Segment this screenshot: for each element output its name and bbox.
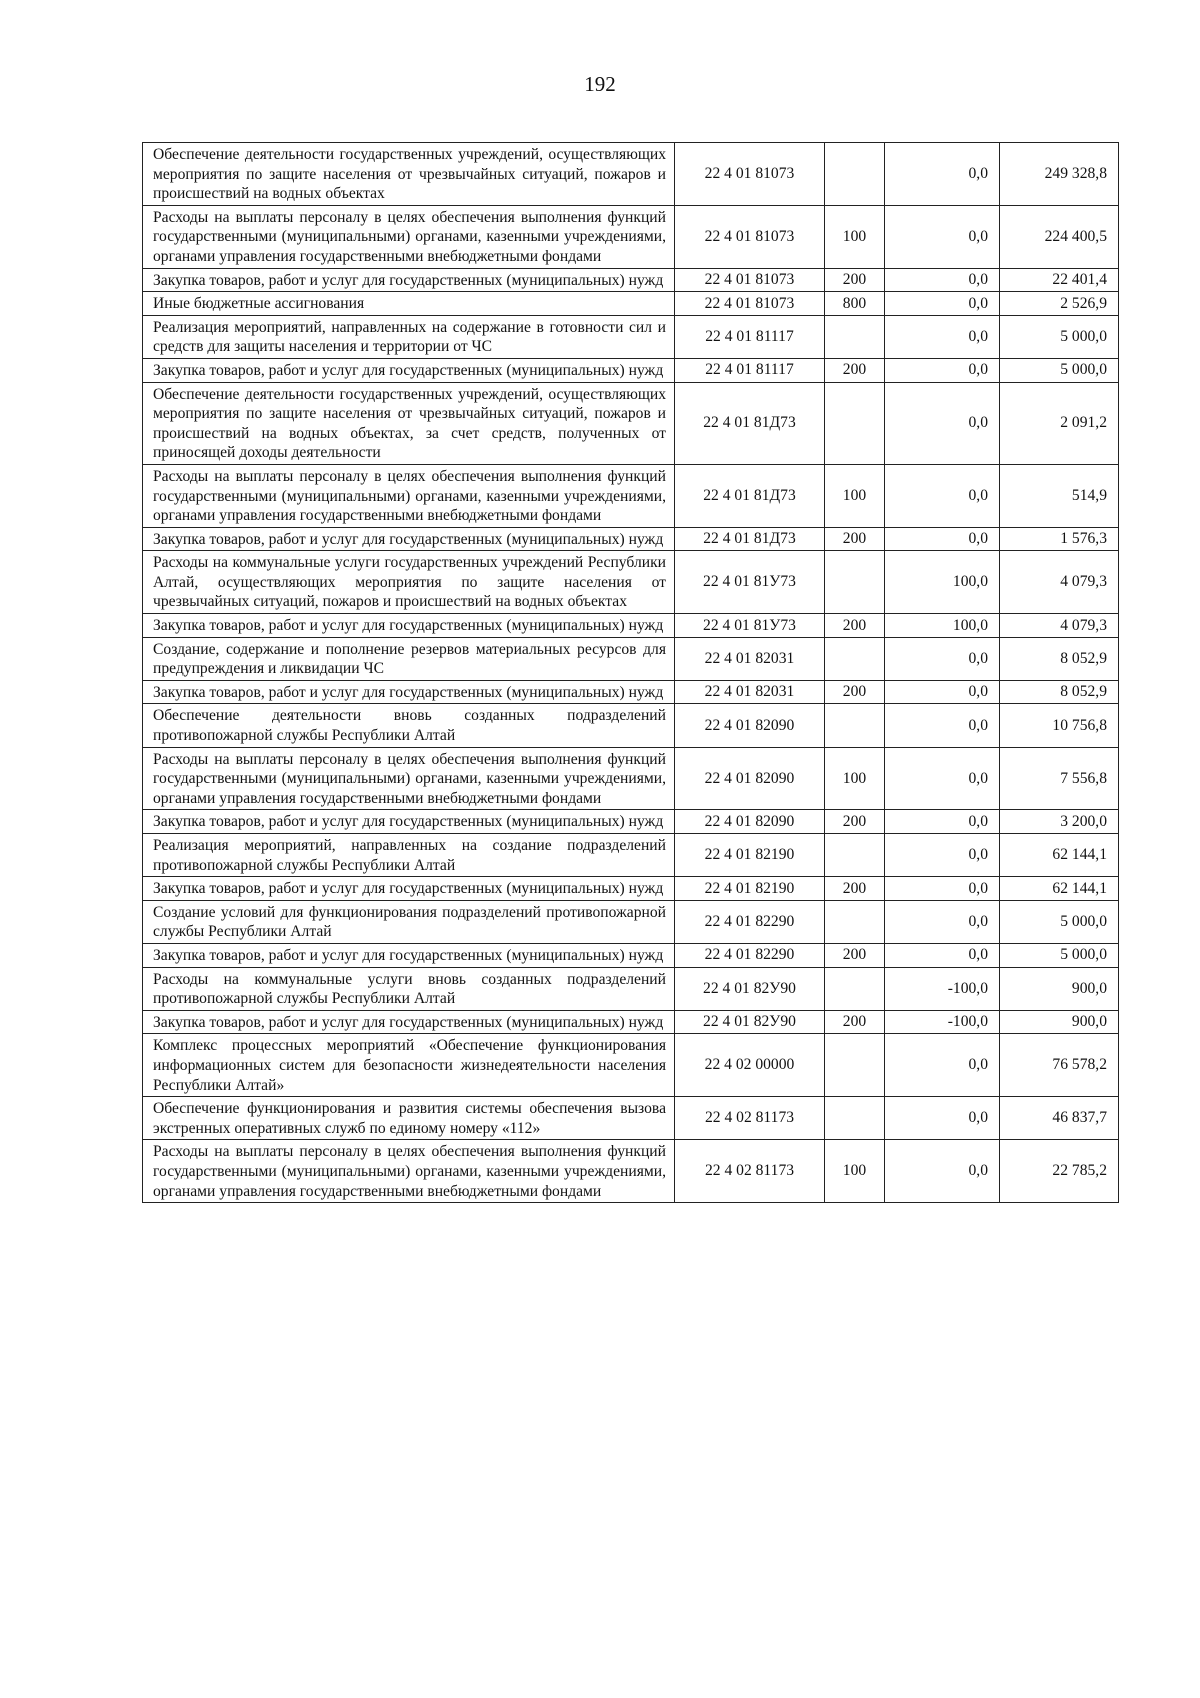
- row-code-cell: 22 4 01 81117: [675, 358, 825, 382]
- row-name-cell: Обеспечение деятельности вновь созданных подразделений противопожарной службы Республики Алтай: [143, 704, 675, 747]
- row-name-cell: Расходы на выплаты персоналу в целях обеспечения выполнения функций государственными (муниципальными) органами, казенными учреждениями, органами управления государственными внебюджетными фондами: [143, 747, 675, 810]
- row-total-cell: 4 079,3: [1000, 614, 1119, 638]
- table-row: [143, 315, 1119, 358]
- row-change-cell: 0,0: [885, 810, 1000, 834]
- row-code-cell: 22 4 01 82290: [675, 943, 825, 967]
- table-row: [143, 1097, 1119, 1140]
- row-expense-type-cell: 100: [825, 1140, 885, 1203]
- table-row: [143, 680, 1119, 704]
- row-total-cell: 5 000,0: [1000, 943, 1119, 967]
- row-code-cell: 22 4 01 81073: [675, 143, 825, 206]
- table-row: [143, 464, 1119, 527]
- row-expense-type-cell: 200: [825, 1010, 885, 1034]
- table-row: [143, 551, 1119, 614]
- row-expense-type-cell: 200: [825, 268, 885, 292]
- row-total-cell: 900,0: [1000, 967, 1119, 1010]
- row-change-cell: 0,0: [885, 205, 1000, 268]
- row-code-cell: 22 4 01 81073: [675, 205, 825, 268]
- row-change-cell: 0,0: [885, 900, 1000, 943]
- row-change-cell: 0,0: [885, 637, 1000, 680]
- table-row: [143, 834, 1119, 877]
- row-name-cell: Закупка товаров, работ и услуг для государственных (муниципальных) нужд: [143, 877, 675, 901]
- row-total-cell: 2 091,2: [1000, 382, 1119, 464]
- row-name-cell: Закупка товаров, работ и услуг для государственных (муниципальных) нужд: [143, 943, 675, 967]
- row-total-cell: 1 576,3: [1000, 527, 1119, 551]
- row-name-cell: Закупка товаров, работ и услуг для государственных (муниципальных) нужд: [143, 614, 675, 638]
- row-change-cell: 0,0: [885, 704, 1000, 747]
- row-expense-type-cell: [825, 900, 885, 943]
- row-expense-type-cell: [825, 382, 885, 464]
- row-total-cell: 22 785,2: [1000, 1140, 1119, 1203]
- row-expense-type-cell: 200: [825, 527, 885, 551]
- table-row: [143, 810, 1119, 834]
- row-expense-type-cell: [825, 834, 885, 877]
- table-row: [143, 292, 1119, 316]
- row-expense-type-cell: 100: [825, 464, 885, 527]
- row-change-cell: 0,0: [885, 358, 1000, 382]
- row-code-cell: 22 4 01 81073: [675, 292, 825, 316]
- row-expense-type-cell: 200: [825, 877, 885, 901]
- table-row: [143, 527, 1119, 551]
- row-code-cell: 22 4 02 81173: [675, 1097, 825, 1140]
- row-expense-type-cell: 200: [825, 614, 885, 638]
- row-change-cell: 0,0: [885, 527, 1000, 551]
- table-row: [143, 1140, 1119, 1203]
- row-change-cell: 0,0: [885, 834, 1000, 877]
- row-change-cell: 0,0: [885, 1034, 1000, 1097]
- row-name-cell: Обеспечение функционирования и развития системы обеспечения вызова экстренных оперативных служб по единому номеру «112»: [143, 1097, 675, 1140]
- row-total-cell: 7 556,8: [1000, 747, 1119, 810]
- row-code-cell: 22 4 01 82190: [675, 877, 825, 901]
- row-name-cell: Обеспечение деятельности государственных учреждений, осуществляющих мероприятия по защите населения от чрезвычайных ситуаций, пожаров и происшествий на водных объектах: [143, 143, 675, 206]
- row-name-cell: Создание, содержание и пополнение резервов материальных ресурсов для предупреждения и ликвидации ЧС: [143, 637, 675, 680]
- row-total-cell: 8 052,9: [1000, 637, 1119, 680]
- row-total-cell: 2 526,9: [1000, 292, 1119, 316]
- row-name-cell: Комплекс процессных мероприятий «Обеспечение функционирования информационных систем для безопасности жизнедеятельности населения Республики Алтай»: [143, 1034, 675, 1097]
- table-row: [143, 268, 1119, 292]
- row-name-cell: Обеспечение деятельности государственных учреждений, осуществляющих мероприятия по защите населения от чрезвычайных ситуаций, пожаров и происшествий на водных объектах, за счет средств, полученных от приносящей доходы деятельности: [143, 382, 675, 464]
- row-expense-type-cell: [825, 967, 885, 1010]
- table-row: [143, 205, 1119, 268]
- row-name-cell: Закупка товаров, работ и услуг для государственных (муниципальных) нужд: [143, 527, 675, 551]
- row-change-cell: 0,0: [885, 1140, 1000, 1203]
- row-total-cell: 514,9: [1000, 464, 1119, 527]
- table-row: [143, 614, 1119, 638]
- row-expense-type-cell: 200: [825, 358, 885, 382]
- row-total-cell: 8 052,9: [1000, 680, 1119, 704]
- page-number: 192: [584, 72, 616, 96]
- row-expense-type-cell: [825, 143, 885, 206]
- row-name-cell: Расходы на коммунальные услуги вновь созданных подразделений противопожарной службы Республики Алтай: [143, 967, 675, 1010]
- row-total-cell: 76 578,2: [1000, 1034, 1119, 1097]
- row-name-cell: Иные бюджетные ассигнования: [143, 292, 675, 316]
- row-total-cell: 5 000,0: [1000, 900, 1119, 943]
- row-code-cell: 22 4 01 82031: [675, 680, 825, 704]
- row-total-cell: 5 000,0: [1000, 315, 1119, 358]
- row-name-cell: Создание условий для функционирования подразделений противопожарной службы Республики Алтай: [143, 900, 675, 943]
- table-row: [143, 900, 1119, 943]
- row-name-cell: Закупка товаров, работ и услуг для государственных (муниципальных) нужд: [143, 358, 675, 382]
- row-change-cell: 0,0: [885, 747, 1000, 810]
- table-row: [143, 943, 1119, 967]
- table-row: [143, 747, 1119, 810]
- row-change-cell: 0,0: [885, 680, 1000, 704]
- budget-table-body: [143, 143, 1119, 1203]
- row-expense-type-cell: [825, 704, 885, 747]
- row-expense-type-cell: [825, 315, 885, 358]
- row-change-cell: -100,0: [885, 1010, 1000, 1034]
- row-expense-type-cell: [825, 1034, 885, 1097]
- row-total-cell: 224 400,5: [1000, 205, 1119, 268]
- row-name-cell: Расходы на выплаты персоналу в целях обеспечения выполнения функций государственными (муниципальными) органами, казенными учреждениями, органами управления государственными внебюджетными фондами: [143, 1140, 675, 1203]
- row-total-cell: 4 079,3: [1000, 551, 1119, 614]
- table-row: [143, 877, 1119, 901]
- row-change-cell: 0,0: [885, 1097, 1000, 1140]
- row-change-cell: 0,0: [885, 382, 1000, 464]
- table-row: [143, 704, 1119, 747]
- row-code-cell: 22 4 01 81073: [675, 268, 825, 292]
- row-code-cell: 22 4 01 82090: [675, 704, 825, 747]
- row-expense-type-cell: 800: [825, 292, 885, 316]
- row-expense-type-cell: 100: [825, 205, 885, 268]
- row-name-cell: Реализация мероприятий, направленных на содержание в готовности сил и средств для защиты населения и территории от ЧС: [143, 315, 675, 358]
- table-row: [143, 967, 1119, 1010]
- row-name-cell: Закупка товаров, работ и услуг для государственных (муниципальных) нужд: [143, 810, 675, 834]
- row-code-cell: 22 4 01 82090: [675, 810, 825, 834]
- row-total-cell: 5 000,0: [1000, 358, 1119, 382]
- row-total-cell: 10 756,8: [1000, 704, 1119, 747]
- row-total-cell: 900,0: [1000, 1010, 1119, 1034]
- table-row: [143, 382, 1119, 464]
- row-change-cell: 0,0: [885, 292, 1000, 316]
- row-code-cell: 22 4 01 82290: [675, 900, 825, 943]
- row-total-cell: 22 401,4: [1000, 268, 1119, 292]
- row-name-cell: Закупка товаров, работ и услуг для государственных (муниципальных) нужд: [143, 268, 675, 292]
- row-code-cell: 22 4 01 82031: [675, 637, 825, 680]
- row-change-cell: 0,0: [885, 315, 1000, 358]
- row-code-cell: 22 4 01 82190: [675, 834, 825, 877]
- row-code-cell: 22 4 01 81Д73: [675, 382, 825, 464]
- row-change-cell: 0,0: [885, 143, 1000, 206]
- table-row: [143, 143, 1119, 206]
- row-total-cell: 3 200,0: [1000, 810, 1119, 834]
- row-change-cell: 0,0: [885, 268, 1000, 292]
- row-name-cell: Реализация мероприятий, направленных на создание подразделений противопожарной службы Республики Алтай: [143, 834, 675, 877]
- row-expense-type-cell: 200: [825, 943, 885, 967]
- row-expense-type-cell: [825, 1097, 885, 1140]
- row-code-cell: 22 4 02 81173: [675, 1140, 825, 1203]
- row-change-cell: 100,0: [885, 614, 1000, 638]
- row-code-cell: 22 4 01 82У90: [675, 967, 825, 1010]
- row-code-cell: 22 4 01 81У73: [675, 551, 825, 614]
- row-change-cell: 0,0: [885, 464, 1000, 527]
- row-name-cell: Закупка товаров, работ и услуг для государственных (муниципальных) нужд: [143, 680, 675, 704]
- row-change-cell: 0,0: [885, 943, 1000, 967]
- row-code-cell: 22 4 01 81Д73: [675, 464, 825, 527]
- table-row: [143, 1034, 1119, 1097]
- row-total-cell: 62 144,1: [1000, 877, 1119, 901]
- budget-table: [142, 142, 1119, 1203]
- row-code-cell: 22 4 01 81117: [675, 315, 825, 358]
- row-expense-type-cell: 200: [825, 680, 885, 704]
- row-expense-type-cell: 100: [825, 747, 885, 810]
- row-code-cell: 22 4 01 81Д73: [675, 527, 825, 551]
- row-change-cell: 100,0: [885, 551, 1000, 614]
- row-code-cell: 22 4 01 82090: [675, 747, 825, 810]
- row-name-cell: Расходы на выплаты персоналу в целях обеспечения выполнения функций государственными (муниципальными) органами, казенными учреждениями, органами управления государственными внебюджетными фондами: [143, 205, 675, 268]
- row-name-cell: Расходы на выплаты персоналу в целях обеспечения выполнения функций государственными (муниципальными) органами, казенными учреждениями, органами управления государственными внебюджетными фондами: [143, 464, 675, 527]
- row-total-cell: 62 144,1: [1000, 834, 1119, 877]
- row-total-cell: 249 328,8: [1000, 143, 1119, 206]
- table-row: [143, 358, 1119, 382]
- row-expense-type-cell: [825, 637, 885, 680]
- row-code-cell: 22 4 01 81У73: [675, 614, 825, 638]
- table-row: [143, 1010, 1119, 1034]
- row-code-cell: 22 4 01 82У90: [675, 1010, 825, 1034]
- row-total-cell: 46 837,7: [1000, 1097, 1119, 1140]
- row-expense-type-cell: [825, 551, 885, 614]
- row-name-cell: Закупка товаров, работ и услуг для государственных (муниципальных) нужд: [143, 1010, 675, 1034]
- row-code-cell: 22 4 02 00000: [675, 1034, 825, 1097]
- row-change-cell: -100,0: [885, 967, 1000, 1010]
- row-name-cell: Расходы на коммунальные услуги государственных учреждений Республики Алтай, осуществляющих мероприятия по защите населения от чрезвычайных ситуаций, пожаров и происшествий на водных объектах: [143, 551, 675, 614]
- row-expense-type-cell: 200: [825, 810, 885, 834]
- table-row: [143, 637, 1119, 680]
- row-change-cell: 0,0: [885, 877, 1000, 901]
